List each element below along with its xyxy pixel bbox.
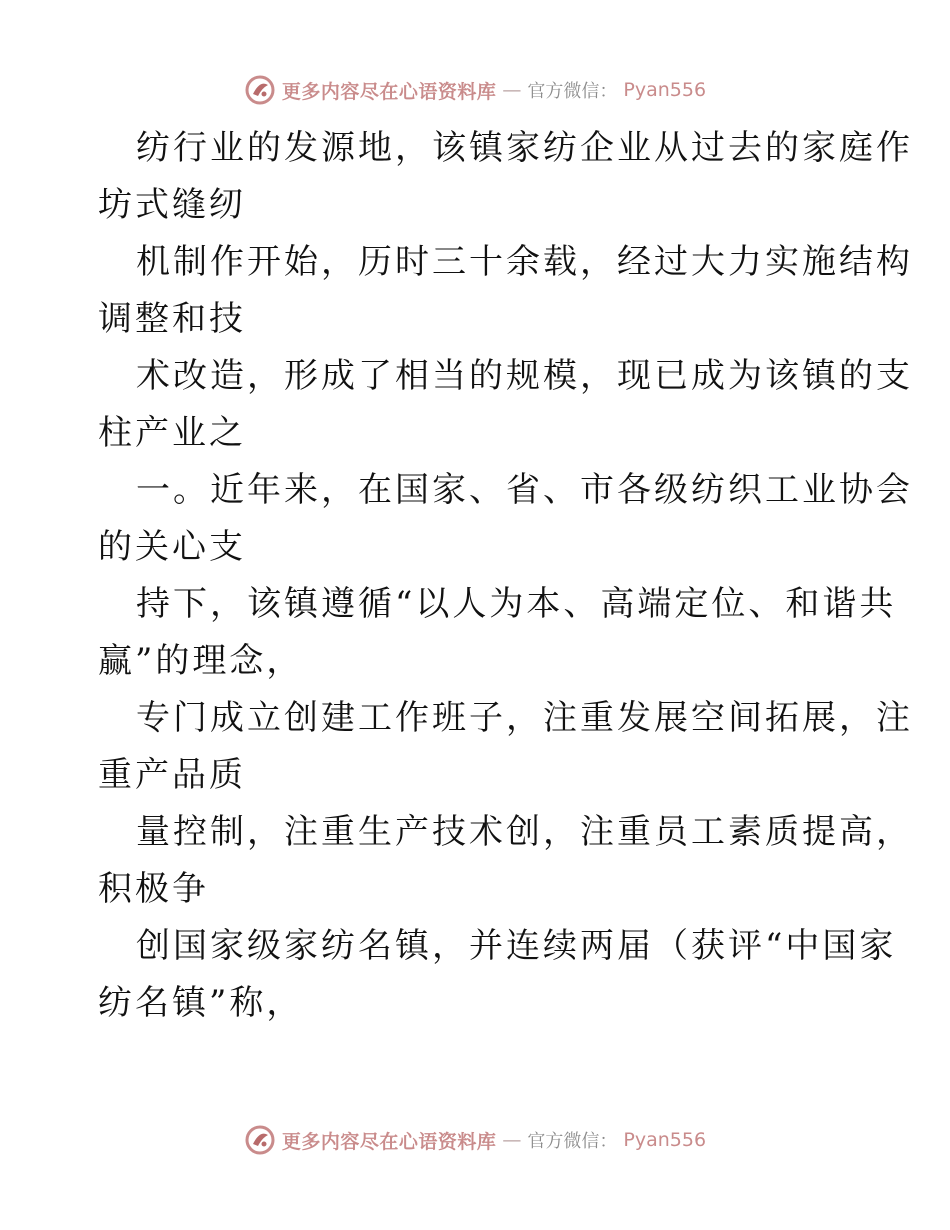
paragraph xyxy=(98,918,897,1032)
seal-logo-icon xyxy=(244,74,276,106)
paragraph-line: 重产品质 xyxy=(98,755,246,795)
paragraph xyxy=(98,804,913,918)
watermark-separator: — xyxy=(502,79,522,101)
paragraph xyxy=(98,576,897,690)
paragraph-line: 纺行业的发源地，该镇家纺企业从过去的家庭作 xyxy=(136,128,913,168)
paragraph-line: 专门成立创建工作班子，注重发展空间拓展，注 xyxy=(136,698,913,738)
document-body xyxy=(98,120,913,1032)
seal-logo-icon xyxy=(244,1124,276,1156)
watermark-account-id: Pyan556 xyxy=(623,1129,707,1151)
paragraph xyxy=(98,348,913,462)
watermark-sub-text: 官方微信： xyxy=(527,81,618,102)
watermark-separator: — xyxy=(502,1129,522,1151)
watermark-brand-text: 更多内容尽在心语资料库 xyxy=(281,1130,497,1153)
paragraph-line: 术改造，形成了相当的规模，现已成为该镇的支 xyxy=(136,356,913,396)
paragraph xyxy=(98,120,913,234)
watermark-sub-text: 官方微信： xyxy=(527,1131,618,1152)
paragraph-line: 坊式缝纫 xyxy=(98,185,246,225)
watermark-brand-text: 更多内容尽在心语资料库 xyxy=(281,80,497,103)
paragraph xyxy=(98,690,913,804)
paragraph-line: 量控制，注重生产技术创，注重员工素质提高， xyxy=(136,812,913,852)
paragraph-line: 调整和技 xyxy=(98,299,246,339)
paragraph-line: 赢”的理念， xyxy=(98,641,304,681)
header-watermark xyxy=(0,70,950,110)
watermark-account-id: Pyan556 xyxy=(623,79,707,101)
paragraph-line: 纺名镇”称， xyxy=(98,983,304,1023)
footer-watermark xyxy=(0,1120,950,1160)
paragraph-line: 机制作开始，历时三十余载，经过大力实施结构 xyxy=(136,242,913,282)
paragraph-line: 积极争 xyxy=(98,869,209,909)
paragraph xyxy=(98,234,913,348)
paragraph-line: 的关心支 xyxy=(98,527,246,567)
paragraph-line: 创国家级家纺名镇，并连续两届（获评“中国家 xyxy=(136,926,897,966)
paragraph-line: 柱产业之 xyxy=(98,413,246,453)
paragraph-line: 一。近年来，在国家、省、市各级纺织工业协会 xyxy=(136,470,913,510)
paragraph xyxy=(98,462,913,576)
paragraph-line: 持下，该镇遵循“以人为本、高端定位、和谐共 xyxy=(136,584,897,624)
